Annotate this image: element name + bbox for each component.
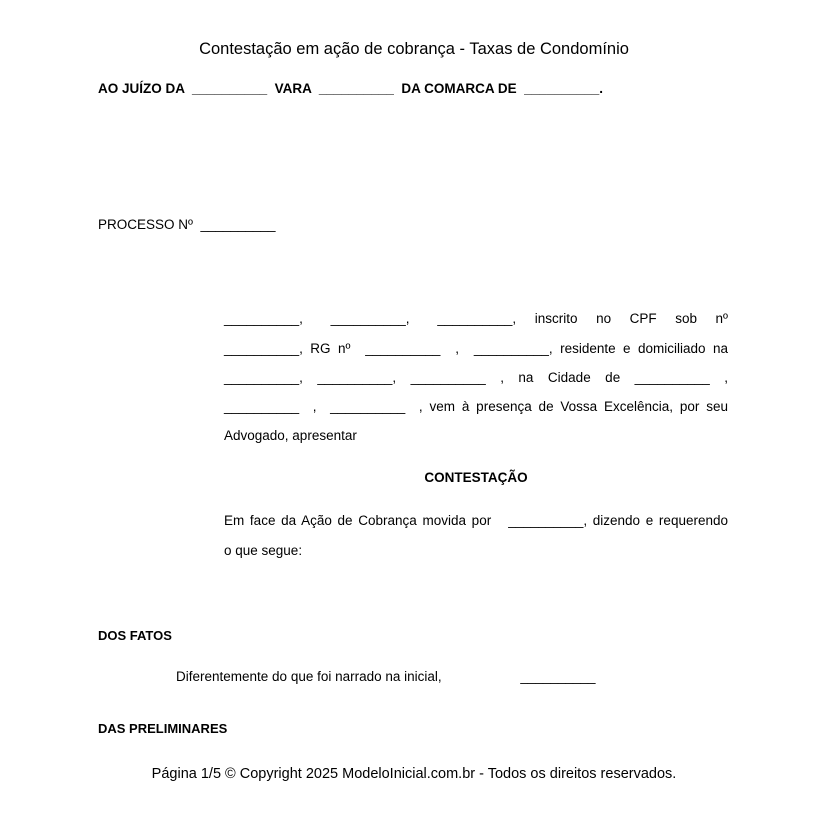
process-number-line: PROCESSO Nº __________ xyxy=(98,217,276,232)
das-preliminares-heading: DAS PRELIMINARES xyxy=(98,721,228,736)
qualification-line-2: __________, RG nº __________ , __________, residente e domiciliado na xyxy=(224,341,728,356)
page-footer: Página 1/5 © Copyright 2025 ModeloInicial.com.br - Todos os direitos reservados. xyxy=(151,766,677,782)
qualification-line-3: __________, __________, __________ , na Cidade de __________ , xyxy=(224,370,728,385)
contestacao-heading: CONTESTAÇÃO xyxy=(424,470,528,485)
intro-line-2: o que segue: xyxy=(224,543,303,558)
intro-line-1: Em face da Ação de Cobrança movida por __________, dizendo e requerendo xyxy=(224,513,728,528)
qualification-line-4: __________ , __________ , vem à presença de Vossa Excelência, por seu xyxy=(224,399,728,414)
dos-fatos-heading: DOS FATOS xyxy=(98,628,172,643)
qualification-line-5: Advogado, apresentar xyxy=(224,428,357,443)
facts-line: Diferentemente do que foi narrado na inicial, __________ xyxy=(176,669,596,684)
document-title: Contestação em ação de cobrança - Taxas de Condomínio xyxy=(199,40,629,58)
qualification-line-1: __________, __________, __________, inscrito no CPF sob nº xyxy=(224,311,728,326)
court-address-line: AO JUÍZO DA __________ VARA __________ DA COMARCA DE __________. xyxy=(98,81,603,96)
